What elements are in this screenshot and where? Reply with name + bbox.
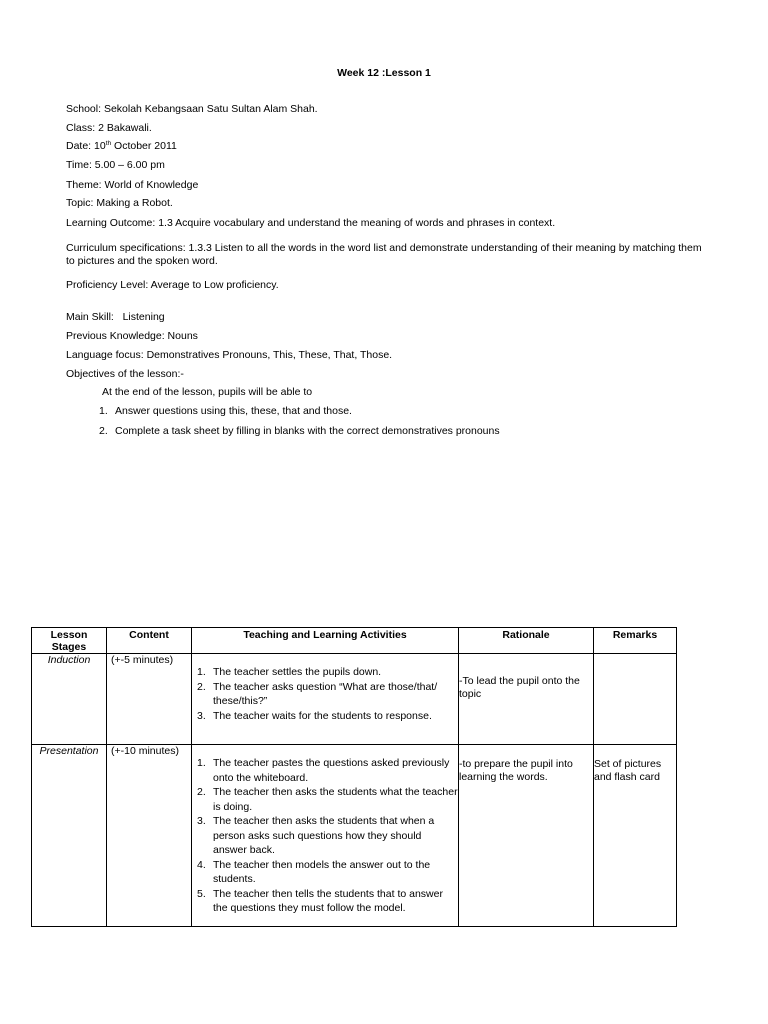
remarks-cell [594,654,677,745]
rationale-cell: -To lead the pupil onto the topic [459,654,594,745]
activities-cell [192,745,459,927]
objectives-heading: Objectives of the lesson:- [66,368,184,380]
learning-outcome-line: Learning Outcome: 1.3 Acquire vocabulary and understand the meaning of words and phrases in context. [66,217,556,229]
activity-item: 3. The teacher then asks the students that when a person asks such questions how they should answer back. [197,815,435,856]
main-skill-line: Main Skill: Listening [66,311,165,323]
objective-number: 2. [99,425,108,437]
activity-item: 3. The teacher waits for the students to response. [197,709,432,722]
header-content: Content [107,628,192,654]
remarks-cell: Set of pictures and flash card [594,745,677,927]
previous-knowledge-line: Previous Knowledge: Nouns [66,330,198,342]
header-lesson-stages: Lesson Stages [32,628,107,654]
lesson-plan-table [31,627,677,927]
activity-item: 1. The teacher pastes the questions asked previously onto the whiteboard. [197,757,450,784]
table-row [32,654,677,745]
theme-line: Theme: World of Knowledge [66,179,199,191]
stage-cell: Presentation [32,745,107,927]
table-header-row [32,628,677,654]
objective-text: Answer questions using this, these, that and those. [115,405,352,417]
date-prefix: Date: 10 [66,140,106,152]
table-row [32,745,677,927]
date-superscript: th [105,140,112,147]
header-activities: Teaching and Learning Activities [192,628,459,654]
language-focus-line: Language focus: Demonstratives Pronouns, This, These, That, Those. [66,349,393,361]
stage-cell: Induction [32,654,107,745]
content-cell: (+-10 minutes) [107,745,192,927]
proficiency-line: Proficiency Level: Average to Low proficiency. [66,279,279,291]
topic-line: Topic: Making a Robot. [66,197,173,209]
date-line [66,140,177,152]
activity-item: 2. The teacher then asks the students what the teacher is doing. [197,786,458,813]
rationale-cell: -to prepare the pupil into learning the words. [459,745,594,927]
page-title: Week 12 :Lesson 1 [337,67,431,79]
objective-item [99,425,500,437]
objective-item [99,405,352,417]
header-rationale: Rationale [459,628,594,654]
activities-cell [192,654,459,745]
objectives-intro: At the end of the lesson, pupils will be able to [102,386,313,398]
content-cell: (+-5 minutes) [107,654,192,745]
curriculum-paragraph: Curriculum specifications: 1.3.3 Listen to all the words in the word list and demonstrate understanding of their meaning by matching them to pictures and the spoken word. [66,242,702,267]
header-remarks: Remarks [594,628,677,654]
school-line: School: Sekolah Kebangsaan Satu Sultan Alam Shah. [66,103,318,115]
objective-number: 1. [99,405,108,417]
time-line: Time: 5.00 – 6.00 pm [66,159,165,171]
activity-item: 4. The teacher then models the answer out to the students. [197,858,431,885]
activity-item: 1. The teacher settles the pupils down. [197,666,382,678]
objective-text: Complete a task sheet by filling in blanks with the correct demonstratives pronouns [115,425,500,437]
activity-item: 2. The teacher asks question “What are those/that/ these/this?” [197,680,438,707]
class-line: Class: 2 Bakawali. [66,122,152,134]
date-suffix: October 2011 [111,140,177,152]
activity-item: 5. The teacher then tells the students that to answer the questions they must follow the model. [197,887,443,914]
